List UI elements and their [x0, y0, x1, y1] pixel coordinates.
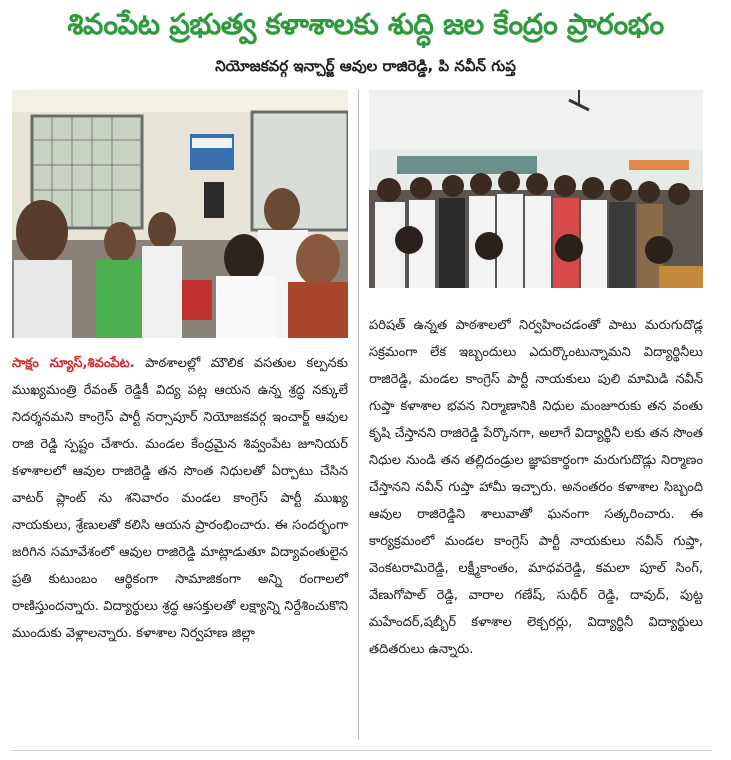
bottom-rule — [12, 750, 712, 751]
left-column-text: పాఠశాలల్లో మౌలిక వసతుల కల్పనకు ముఖ్యమంత్రి రేవంత్ రెడ్డికీ విద్య పట్ల ఆయన ఉన్న శ్రద్ధ నక్కులే నిదర్శనమని కాంగ్రెస్ పార్టీ నర్సాపూర్ నియోజకవర్గ ఇంచార్జ్ ఆవుల రాజి రెడ్డి స్పష్టం చేశారు. మండల కేంద్రమైన శివ్వంపేట జూనియర్ కళాశాలలో ఆవుల రాజిరెడ్డి తన సొంత నిధులతో ఏర్పాటు చేసిన వాటర్ ప్లాంట్ ను శనివారం మండల కాంగ్రెస్ పార్టీ ముఖ్య నాయకులు, శ్రేణులతో కలిసి ఆయన ప్రారంభించారు. ఈ సందర్భంగా జరిగిన సమావేశంలో ఆవుల రాజిరెడ్డి మాట్లాడుతూ విద్యావంతులైన ప్రతి కుటుంబం ఆర్థికంగా సామాజికంగా అన్ని రంగాలలో రాణిస్తుందన్నారు. విద్యార్థులు శ్రద్ధ ఆసక్తులతో లక్ష్యాన్ని నిర్దేశించుకొని ముందుకు వెళ్లాలన్నారు. కళాశాల నిర్వహణ జిల్లా — [12, 356, 348, 641]
headline: శివంపేట ప్రభుత్వ కళాశాలకు శుద్ధి జల కేంద్రం ప్రారంభం — [67, 7, 664, 41]
column-divider — [358, 90, 359, 740]
photo-water-plant-inauguration — [12, 90, 348, 338]
right-column-text: పరిషత్ ఉన్నత పాఠశాలలో నిర్వహించడంతో పాటు మరుగుదొడ్ల సక్రమంగా లేక ఇబ్బందులు ఎదుర్కొంటున్నామని విద్యార్థినీలు రాజిరెడ్డి, మండల కాంగ్రెస్ పార్టీ నాయకులు పులి మామిడి నవీన్ గుప్తా కళాశాల భవన నిర్మాణానికి నిధుల మంజూరుకు తన వంతు కృషి చేస్తానని రాజిరెడ్డి పేర్కొనగా, అలాగే విద్యార్థినీ లకు తన సొంత నిధుల నుండి తన తల్లిదండ్రుల జ్ఞాపకార్థంగా మరుగుదొడ్లు నిర్మాణం చేస్తానని నవీన్ గుప్తా హామీ ఇచ్చారు. అనంతరం కళాశాల సిబ్బంది ఆవుల రాజిరెడ్డిని శాలువాతో ఘనంగా సత్కరించారు. ఈ కార్యక్రమంలో మండల కాంగ్రెస్ పార్టీ నాయకులు నవీన్ గుప్తా, వెంకటరామిరెడ్డి, లక్ష్మీకాంతం, మాధవరెడ్డి, కమలా పూల్ సింగ్, వేణుగోపాల్ రెడ్డి, వారాల గణేష్, సుధీర్ రెడ్డి, దావుద్, పుట్ట మహేందర్,షబ్బీర్ కళాశాల లెక్చరర్లు, విద్యార్థినీ విద్యార్థులు తదితరులు ఉన్నారు. — [369, 318, 703, 657]
article-left-column — [12, 350, 348, 647]
article-right-column — [369, 312, 703, 663]
dateline: సాక్షం న్యూస్,శివంపేట. — [12, 356, 135, 371]
subheadline: నియోజకవర్గ ఇన్చార్జ్ ఆవుల రాజిరెడ్డి, పి నవీన్ గుప్త — [215, 57, 516, 75]
photo-classroom-gathering — [369, 90, 703, 288]
